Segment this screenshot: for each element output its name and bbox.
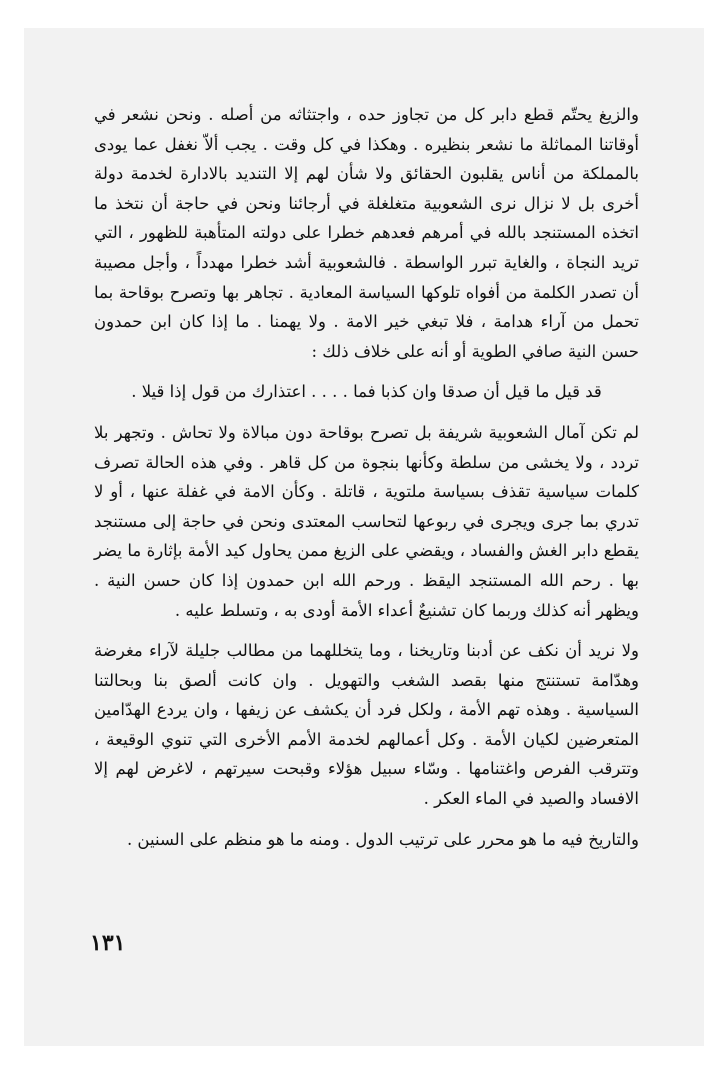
paragraph-3: ولا نريد أن نكف عن أدبنا وتاريخنا ، وما يتخللهما من مطالب جليلة لآراء مغرضة وهدّامة تستنتج منها بقصد الشغب والتهويل . وان كانت ألصق بنا وبحالتنا السياسية . وهذه تهم الأمة ، ولكل فرد أن يكشف عن زيفها ، وان يردع الهدّامين المتعرضين لكيان الأمة . وكل أعمالهم لخدمة الأمم الأخرى التي تنوي الوقيعة ، وتترقب الفرص واغتنامها . وسّاء سبيل هؤلاء وقبحت سيرتهم ، لاغرض لهم إلا الافساد والصيد في الماء العكر . [94, 641, 639, 809]
paragraph-4: والتاريخ فيه ما هو محرر على ترتيب الدول . ومنه ما هو منظم على السنين . [126, 829, 639, 849]
paragraph-2: لم تكن آمال الشعوبية شريفة بل تصرح بوقاحة دون مبالاة ولا تحاش . وتجهر بلا تردد ، ولا يخشى من سلطة وكأنها بنجوة من كل قاهر . وفي هذه الحالة تصرف كلمات سياسية تقذف بسياسة ملتوية ، قاتلة . وكأن الامة في غفلة عنها ، أو لا تدري بما جرى ويجرى في ربوعها لتحاسب المعتدى ونحن في حاجة إلى مستنجد يقطع دابر الغش والفساد ، ويقضي على الزيغ ممن يحاول كيد الأمة بإثارة ما يضر بها . رحم الله المستنجد اليقظ . ورحم الله ابن حمدون إذا كان حسن النية . ويظهر أنه كذلك وربما كان تشنيعٌ أعداء الأمة أودى به ، وتسلط عليه . [94, 422, 639, 620]
paragraph-1: والزيغ يحتّم قطع دابر كل من تجاوز حده ، واجتثاثه من أصله . ونحن نشعر في أوقاتنا المماثلة ما نشعر بنظيره . وهكذا في كل وقت . يجب ألاّ نغفل عما يودى بالمملكة من أناس يقلبون الحقائق ولا شأن لهم إلا التنديد بالادارة لخدمة دولة أخرى بل لا نزال نرى الشعوبية متغلغلة في أرجائنا ونحن في حاجة أن نتخذ ما اتخذه المستنجد بالله في أمرهم فعدهم خطرا على دولته المتأهبة للظهور ، التي تريد النجاة ، والغاية تبرر الواسطة . فالشعوبية أشد خطرا مهدداً ، وأجل مصيبة أن تصدر الكلمة من أفواه تلوكها السياسة المعادية . تجاهر بها وتصرح بوقاحة بما تحمل من آراء هدامة ، فلا تبغي خير الامة . ولا يهمنا . ما إذا كان ابن حمدون حسن النية صافي الطوية أو أنه على خلاف ذلك : [94, 105, 639, 361]
body-text [94, 100, 639, 854]
scanned-page [24, 28, 704, 1046]
page-number: ١٣١ [90, 930, 126, 956]
poetry-verse: قد قيل ما قيل أن صدقا وان كذبا فما . . . . اعتذارك من قول إذا قيلا . [131, 382, 602, 402]
